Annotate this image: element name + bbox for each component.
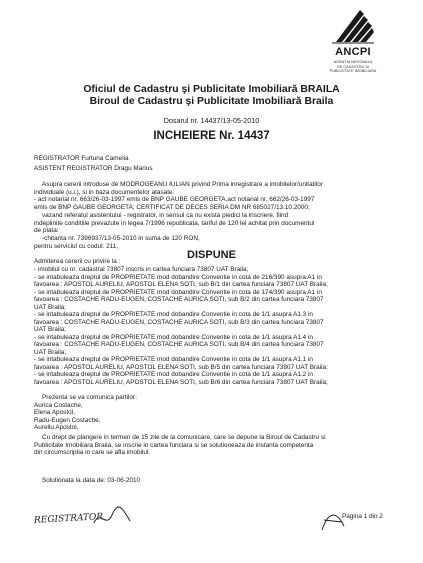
disp-line: - se intabuleaza dreptul de PROPRIETATE mod dobandire Conventie in cota de 174/390 asupra A1 in — [34, 288, 322, 296]
intro-line: de plata: — [34, 227, 59, 235]
document-title: INCHEIERE Nr. 14437 — [153, 130, 270, 142]
logo-tagline-2: DE CADASTRU SI — [337, 64, 369, 69]
disp-line: - se intabuleaza dreptul de PROPRIETATE mod dobandire Conventie in cota de 1/1 asupra A1.1 in — [34, 356, 313, 363]
solutionata-date: Solutionata la data de: 03-06-2010 — [42, 477, 141, 484]
office-subtitle: Biroul de Cadastru şi Publicitate Imobiliară Braila — [89, 96, 334, 107]
disp-line: - se intabuleaza dreptul de PROPRIETATE mod dobandire Conventie in cota de 1/1 asupra A1.3 in — [34, 311, 313, 318]
comm-line: Radu-Eugen Costache, — [34, 416, 101, 424]
intro-line: Asupra cererii introduse de MODROGEANU IULIAN privind Prima inregistrare a imobilelor/unitatilor — [42, 181, 323, 188]
disp-line: UAT Braila; — [34, 326, 67, 333]
comm-line: Elena Apostol, — [34, 409, 75, 417]
disp-line: favoarea : COSTACHE RADU-EUGEN, COSTACHE AURICA SOTI, sub B/2 din cartea funciara 73807 — [34, 296, 324, 303]
comm-line: Prezenta se va comunica partilor: — [42, 394, 137, 401]
disp-line: - imobilul cu nr. cadastral 73807 inscris in cartea funciara 73807 UAT Braila; — [34, 266, 249, 273]
registrator-signature: REGISTRATOR — [33, 512, 104, 526]
dosar-number: Dosarul nr. 14437/13-05-2010 — [163, 116, 260, 125]
disp-line: UAT Braila; — [34, 303, 67, 311]
admit-line: Admiterea cererii cu privire la : — [34, 258, 121, 265]
intro-line: emis de BNP GAUBE GEORGETA; CERTIFICAT DE DECES SERIA DM NR 685027/13.10.2000; — [34, 204, 310, 212]
appeal-line: Publicitate Imobiliara Braila, se inscrie in cartea funciara si se solutioneaza de instanta competenta — [34, 441, 314, 449]
intro-line: pentru serviciul cu codul: 211, — [34, 242, 119, 250]
comm-line: Aureliu Apostol. — [34, 424, 79, 432]
logo-tagline-1: AGENTIA NATIONALA — [333, 60, 373, 64]
comm-line: Aurica Costache, — [34, 401, 83, 409]
logo-tagline-3: PUBLICITATE IMOBILIARA — [329, 69, 377, 73]
disp-line: favoarea : COSTACHE RADU-EUGEN, COSTACHE AURICA SOTI, sub B/4 din cartea funciara 73807 — [34, 341, 324, 348]
intro-line: individuale (u.i.), si in baza documentelor atasate: — [34, 188, 175, 196]
appeal-line: Cu drept de plangere in termen de 15 zile de la comunicare, care se depune la Biroul de Cadastru si — [42, 434, 326, 441]
intro-line: indeplinite conditiile prevazute in legea 7/1996 republicata, tariful de 120 lei achitat prin documentul — [34, 219, 315, 227]
logo-wing-icon — [330, 8, 376, 44]
disp-line: favoarea : APOSTOL AURELIU, APOSTOL ELENA SOTI, sub B/1 din cartea funciara 73807 UAT Braila; — [34, 281, 328, 288]
intro-line: - act notarial nr. 663/26-03-1997 emis de BNP GAUBE GEORGETA,act notarial nr. 662/26-03-1997 — [34, 196, 315, 204]
disp-line: favoarea : APOSTOL AURELIU, APOSTOL ELENA SOTI, sub B/5 din cartea funciara 73807 UAT Braila; — [34, 363, 328, 371]
logo-name: ANCPI — [335, 46, 371, 58]
intro-line: -chitanta nr. 7396937/13-05-2010 in suma de 120 RON, — [42, 234, 200, 242]
intro-line: vazand referatul asistentului - registrator, in sensul ca nu exista piedici la inscriere, fiind — [42, 211, 289, 219]
disp-line: - se intabuleaza dreptul de PROPRIETATE mod dobandire Conventie in cota de 216/390 asupra A1 in — [34, 273, 322, 281]
disp-line: - se intabuleaza dreptul de PROPRIETATE mod dobandire Conventie in cota de 1/1 asupra A1.4 in — [34, 333, 313, 341]
disp-line: UAT Braila; — [34, 348, 67, 356]
disp-line: favoarea : COSTACHE RADU-EUGEN, COSTACHE AURICA SOTI, sub B/3 din cartea funciara 73807 — [34, 318, 324, 326]
page-number: Pagina 1 din 2 — [342, 513, 383, 520]
office-title: Oficiul de Cadastru şi Publicitate Imobiliară BRAILA — [83, 84, 340, 95]
registrator-line: REGISTRATOR Furtuna Camelia — [34, 155, 129, 162]
disp-line: - se intabuleaza dreptul de PROPRIETATE mod dobandire Conventie in cota de 1/1 asupra A1.2 in — [34, 371, 313, 378]
dispune-heading: DISPUNE — [187, 249, 236, 261]
disp-line: favoarea : APOSTOL AURELIU, APOSTOL ELENA SOTI, sub B/6 din cartea funciara 73807 UAT Braila; — [34, 378, 328, 386]
appeal-line: din circumscriptia in care se afla imobilul. — [34, 449, 151, 457]
signature-scribble-icon — [92, 505, 132, 531]
asistent-line: ASISTENT REGISTRATOR Dragu Marius — [34, 165, 153, 172]
signature-mark-icon — [318, 506, 348, 536]
